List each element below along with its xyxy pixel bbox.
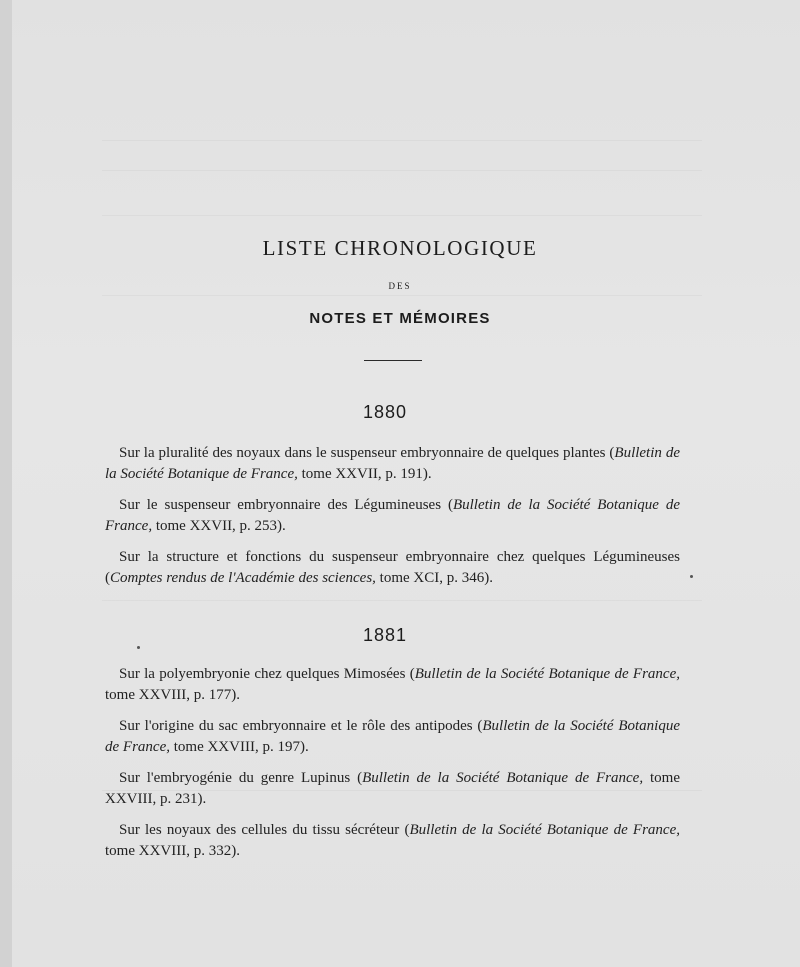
section-divider xyxy=(364,360,422,361)
bibliography-entry xyxy=(105,768,680,810)
entry-text: Sur la polyembryonie chez quelques Mimosées ( xyxy=(119,666,415,682)
entry-journal: Bulletin de la Société Botanique de France, xyxy=(409,822,680,838)
entry-reference: tome XXVIII, p. 332). xyxy=(105,843,240,859)
bleed-through-line xyxy=(102,170,702,171)
bibliography-entry xyxy=(105,443,680,485)
year-heading-1881: 1881 xyxy=(362,625,408,645)
title-connector: DES xyxy=(388,281,412,291)
bleed-through-line xyxy=(102,600,702,601)
entry-reference: tome XXVII, p. 253). xyxy=(152,518,286,534)
ink-speck xyxy=(137,646,140,649)
entry-reference: tome XCI, p. 346). xyxy=(375,570,493,586)
ink-speck xyxy=(690,575,693,578)
bibliography-entry xyxy=(105,664,680,706)
entry-journal: Comptes rendus de l'Académie des sciences, xyxy=(110,570,376,586)
year-heading-1880: 1880 xyxy=(362,402,408,422)
entry-journal: Bulletin de la Société Botanique de France, xyxy=(105,445,680,482)
bibliography-entry xyxy=(105,547,680,589)
bleed-through-line xyxy=(102,295,702,296)
entry-text: Sur le suspenseur embryonnaire des Légumineuses ( xyxy=(119,497,453,513)
bleed-through-line xyxy=(102,215,702,216)
entry-text: Sur la pluralité des noyaux dans le suspenseur embryonnaire de quelques plantes ( xyxy=(119,445,615,461)
entry-text: Sur l'embryogénie du genre Lupinus ( xyxy=(119,770,363,786)
entry-journal: Bulletin de la Société Botanique de France, xyxy=(105,718,680,755)
entries-1881 xyxy=(105,664,680,872)
entry-reference: tome XXVII, p. 191). xyxy=(297,466,432,482)
entry-journal: Bulletin de la Société Botanique de France, xyxy=(414,666,680,682)
entry-reference: tome XXVIII, p. 231). xyxy=(105,770,681,807)
entry-journal: Bulletin de la Société Botanique de France, xyxy=(362,770,644,786)
page-subtitle: NOTES ET MÉMOIRES xyxy=(309,310,491,327)
bleed-through-line xyxy=(102,140,702,141)
bibliography-entry xyxy=(105,495,680,537)
entry-text: Sur la structure et fonctions du suspenseur embryonnaire chez quelques Légumineuses ( xyxy=(105,549,680,586)
entries-1880 xyxy=(105,443,680,599)
entry-reference: tome XXVIII, p. 197). xyxy=(169,739,309,755)
bibliography-entry xyxy=(105,820,680,862)
entry-text: Sur les noyaux des cellules du tissu sécréteur ( xyxy=(119,822,410,838)
bibliography-entry xyxy=(105,716,680,758)
entry-journal: Bulletin de la Société Botanique de France, xyxy=(105,497,680,534)
entry-text: Sur l'origine du sac embryonnaire et le rôle des antipodes ( xyxy=(119,718,483,734)
entry-reference: tome XXVIII, p. 177). xyxy=(105,687,240,703)
page-title: LISTE CHRONOLOGIQUE xyxy=(262,236,538,260)
